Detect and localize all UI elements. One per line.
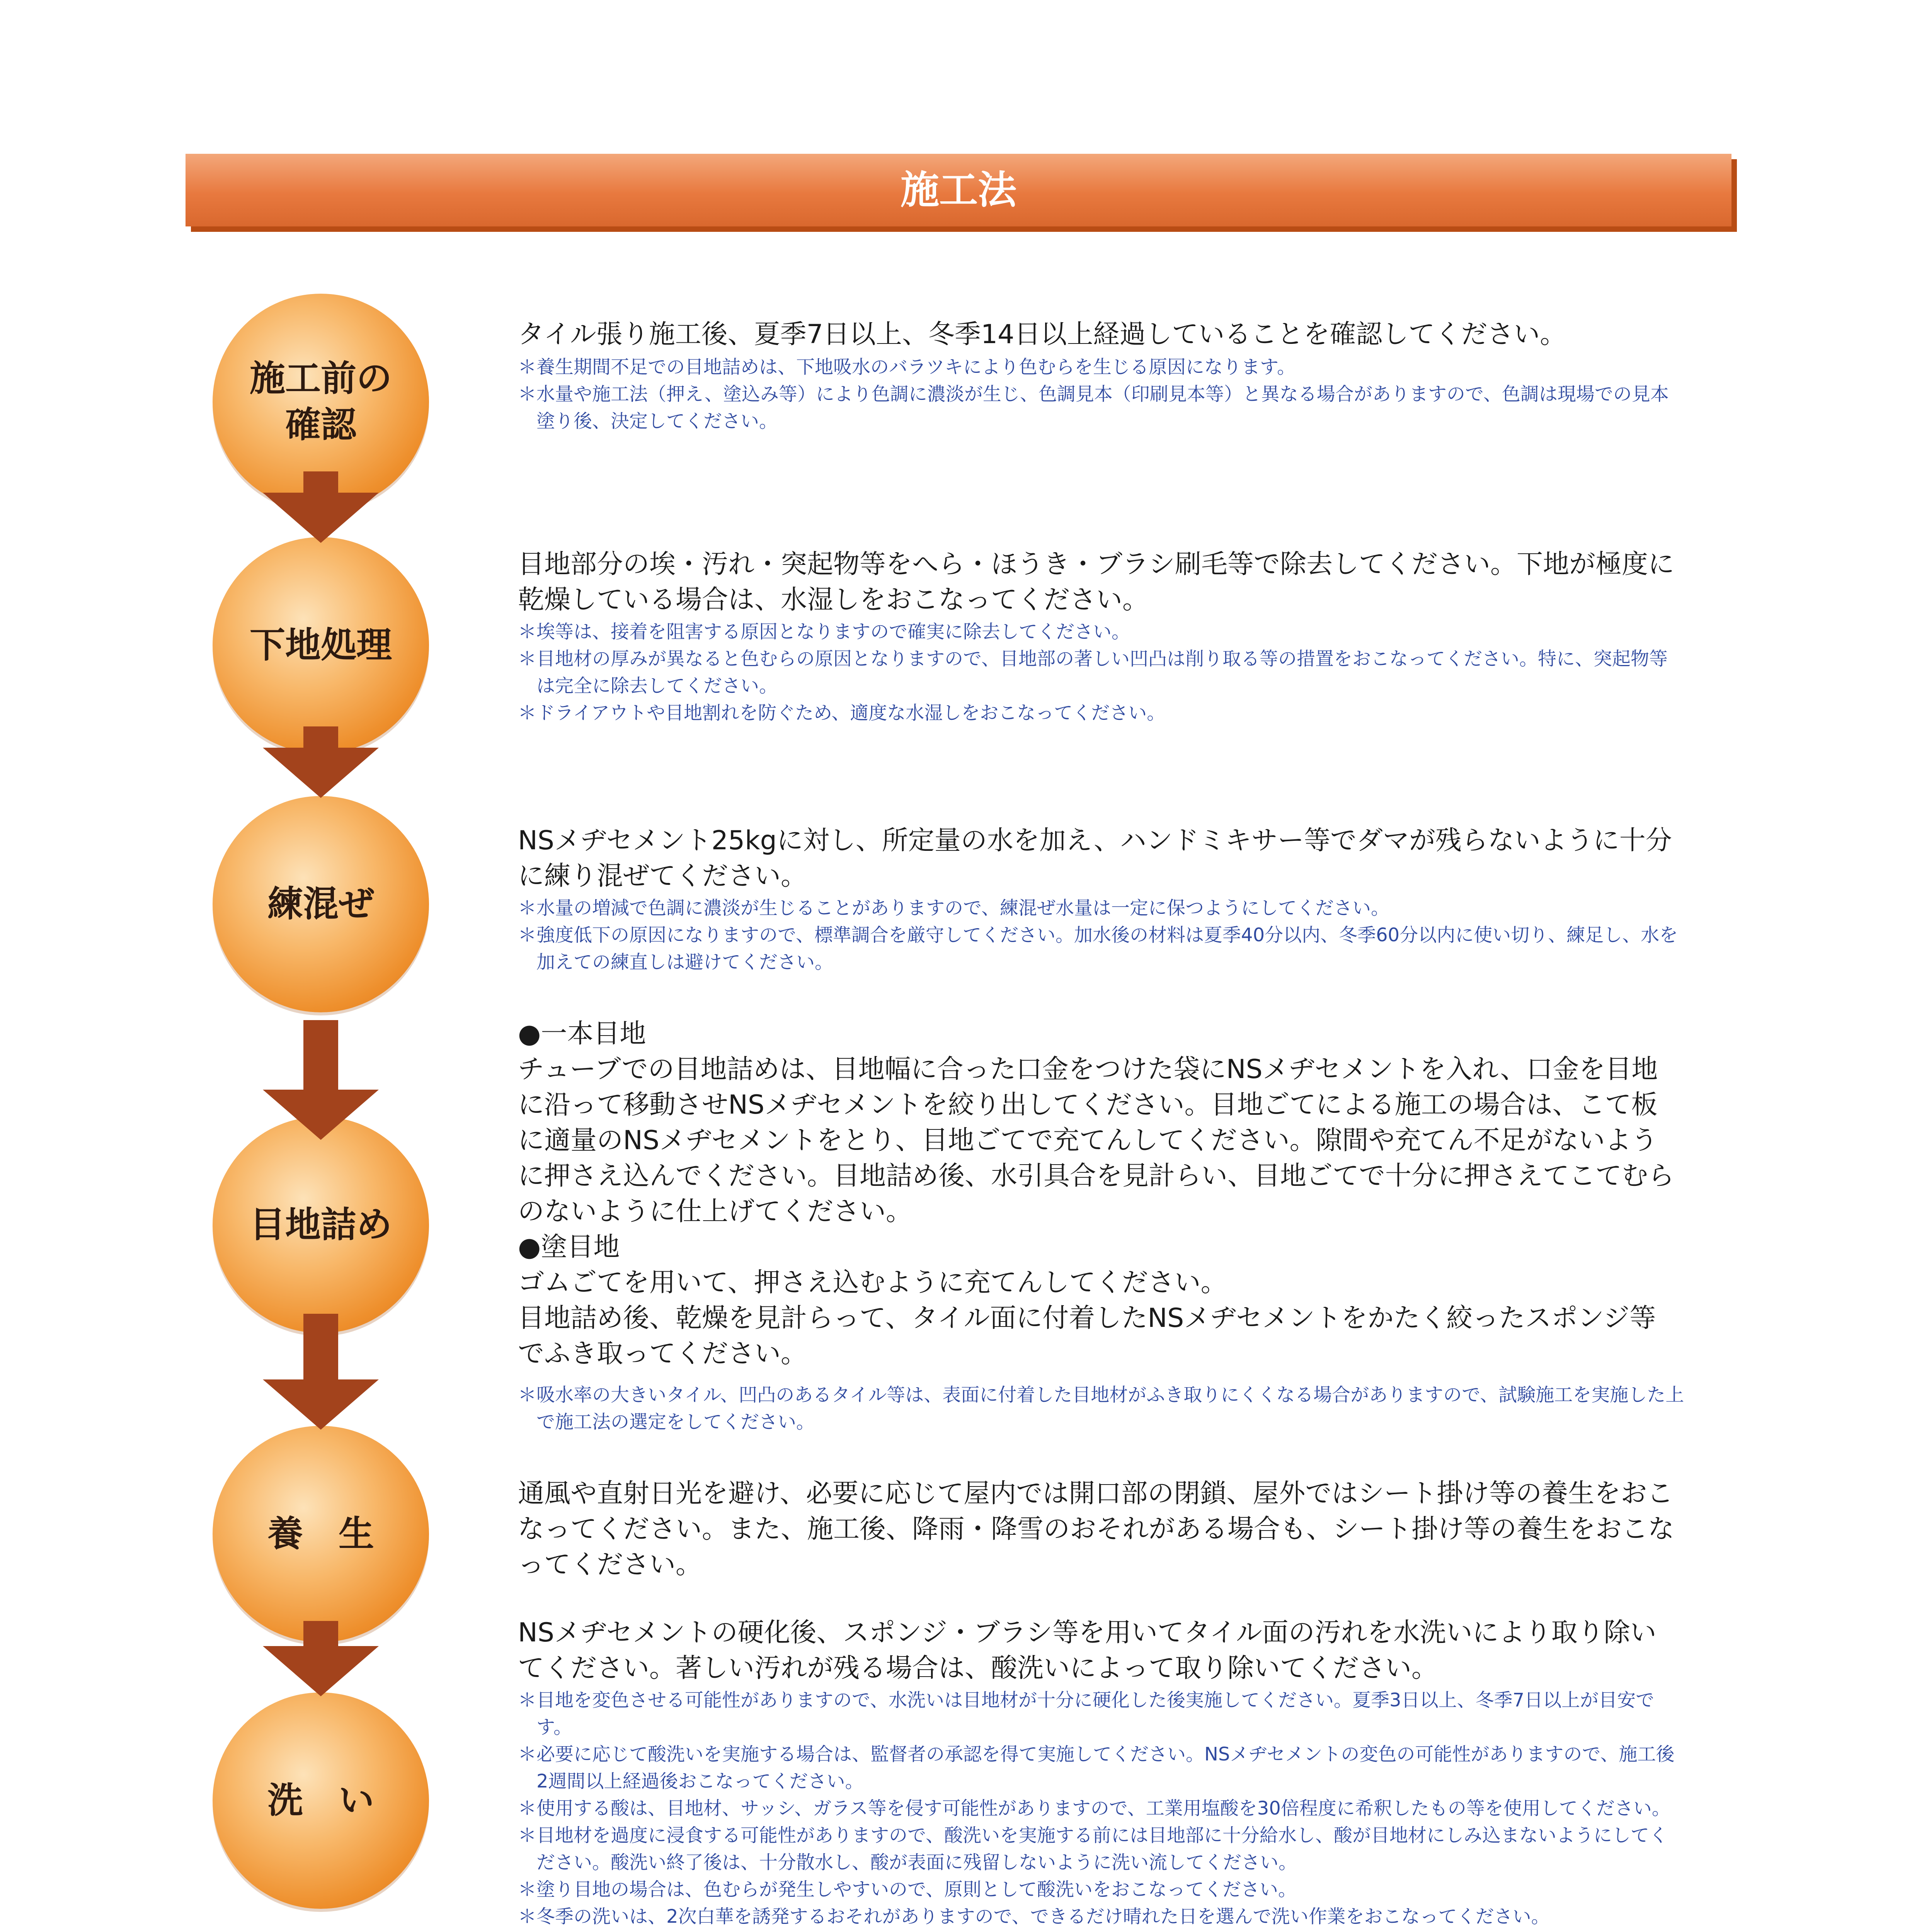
step-main-text: 通風や直射日光を避け、必要に応じて屋内では開口部の閉鎖、屋外ではシート掛け等の養生をおこなってください。また、施工後、降雨・降雪のおそれがある場合も、シート掛け等の養生をおこなってください。	[518, 1478, 1675, 1580]
step-notes	[518, 618, 1685, 726]
note-item: ＊埃等は、接着を阻害する原因となりますので確実に除去してください。	[518, 621, 1130, 643]
arrow-shaft	[303, 1621, 338, 1648]
note-item: ＊ドライアウトや目地割れを防ぐため、適度な水湿しをおこなってください。	[518, 702, 1166, 724]
note-item: ＊吸水率の大きいタイル、凹凸のあるタイル等は、表面に付着した目地材がふき取りにくくなる場合がありますので、試験施工を実施した上で施工法の選定をしてください。	[518, 1384, 1684, 1433]
step-main-text: NSメヂセメント25kgに対し、所定量の水を加え、ハンドミキサー等でダマが残らないように十分に練り混ぜてください。	[518, 825, 1672, 891]
arrow-shaft	[303, 1314, 338, 1383]
step-circle-prep	[213, 537, 429, 753]
subheading-nurimeji: ●塗目地	[518, 1232, 620, 1262]
note-item: ＊目地材の厚みが異なると色むらの原因となりますので、目地部の著しい凹凸は削り取る等の措置をおこなってください。特に、突起物等は完全に除去してください。	[518, 648, 1668, 697]
arrow-down-icon	[263, 1379, 379, 1430]
step-notes	[518, 895, 1685, 976]
step-notes	[518, 1687, 1685, 1930]
step-notes	[518, 1381, 1685, 1435]
paragraph: チューブでの目地詰めは、目地幅に合った口金をつけた袋にNSメヂセメントを入れ、口金を目地に沿って移動させNSメヂセメントを絞り出してください。目地ごてによる施工の場合は、こて板に適量のNSメヂセメントをとり、目地ごてで充てんしてください。隙間や充てん不足がないように押さえ込んでください。目地詰め後、水引具合を見計らい、目地ごてで十分に押さえてこてむらのないように仕上げてください。	[518, 1054, 1675, 1227]
step-circle-wash	[213, 1692, 429, 1909]
step-circle-mix	[213, 796, 429, 1012]
subheading-ippon: ●一本目地	[518, 1019, 646, 1049]
step-label: 洗 い	[267, 1780, 374, 1821]
arrow-shaft	[303, 1020, 338, 1094]
section-title: 施工法	[901, 167, 1016, 213]
step-main-text: NSメヂセメントの硬化後、スポンジ・ブラシ等を用いてタイル面の汚れを水洗いにより取り除いてください。著しい汚れが残る場合は、酸洗いによって取り除いてください。	[518, 1617, 1657, 1684]
step-label: 下地処理	[249, 624, 392, 666]
step-main-text-block	[518, 1016, 1677, 1372]
arrow-shaft	[303, 471, 338, 495]
paragraph: 目地詰め後、乾燥を見計らって、タイル面に付着したNSメヂセメントをかたく絞ったスポンジ等でふき取ってください。	[518, 1303, 1656, 1369]
note-item: ＊目地を変色させる可能性がありますので、水洗いは目地材が十分に硬化した後実施してください。夏季3日以上、冬季7日以上が目安です。	[518, 1689, 1655, 1738]
step-label: 施工前の 確認	[249, 358, 392, 446]
arrow-down-icon	[263, 1646, 379, 1696]
arrow-down-icon	[263, 748, 379, 798]
paragraph: ゴムごてを用いて、押さえ込むように充てんしてください。	[518, 1267, 1227, 1298]
arrow-shaft	[303, 726, 338, 750]
note-item: ＊水量や施工法（押え、塗込み等）により色調に濃淡が生じ、色調見本（印刷見本等）と異なる場合がありますので、色調は現場での見本塗り後、決定してください。	[518, 383, 1669, 432]
step-main-text: タイル張り施工後、夏季7日以上、冬季14日以上経過していることを確認してください。	[518, 319, 1566, 350]
step-label: 目地詰め	[249, 1204, 392, 1246]
note-item: ＊冬季の洗いは、2次白華を誘発するおそれがありますので、できるだけ晴れた日を選んで洗い作業をおこなってください。	[518, 1906, 1550, 1927]
step-circle-fill	[213, 1117, 429, 1333]
step-label: 養 生	[267, 1513, 374, 1555]
step-circle-cure	[213, 1426, 429, 1642]
arrow-down-icon	[263, 493, 379, 543]
note-item: ＊使用する酸は、目地材、サッシ、ガラス等を侵す可能性がありますので、工業用塩酸を30倍程度に希釈したもの等を使用してください。	[518, 1798, 1670, 1819]
note-item: ＊強度低下の原因になりますので、標準調合を厳守してください。加水後の材料は夏季40分以内、冬季60分以内に使い切り、練足し、水を加えての練直しは避けてください。	[518, 924, 1678, 973]
step-main-text: 目地部分の埃・汚れ・突起物等をへら・ほうき・ブラシ刷毛等で除去してください。下地が極度に乾燥している場合は、水湿しをおこなってください。	[518, 549, 1675, 615]
note-item: ＊養生期間不足での目地詰めは、下地吸水のバラツキにより色むらを生じる原因になります。	[518, 356, 1296, 378]
note-item: ＊塗り目地の場合は、色むらが発生しやすいので、原則として酸洗いをおこなってください。	[518, 1879, 1297, 1900]
step-notes	[518, 354, 1685, 435]
arrow-down-icon	[263, 1090, 379, 1140]
step-label: 練混ぜ	[267, 883, 374, 925]
note-item: ＊必要に応じて酸洗いを実施する場合は、監督者の承認を得て実施してください。NSメヂセメントの変色の可能性がありますので、施工後2週間以上経過後おこなってください。	[518, 1743, 1675, 1792]
note-item: ＊目地材を過度に浸食する可能性がありますので、酸洗いを実施する前には目地部に十分給水し、酸が目地材にしみ込まないようにしてください。酸洗い終了後は、十分散水し、酸が表面に残留しないように洗い流してください。	[518, 1825, 1668, 1873]
note-item: ＊水量の増減で色調に濃淡が生じることがありますので、練混ぜ水量は一定に保つようにしてください。	[518, 897, 1390, 919]
